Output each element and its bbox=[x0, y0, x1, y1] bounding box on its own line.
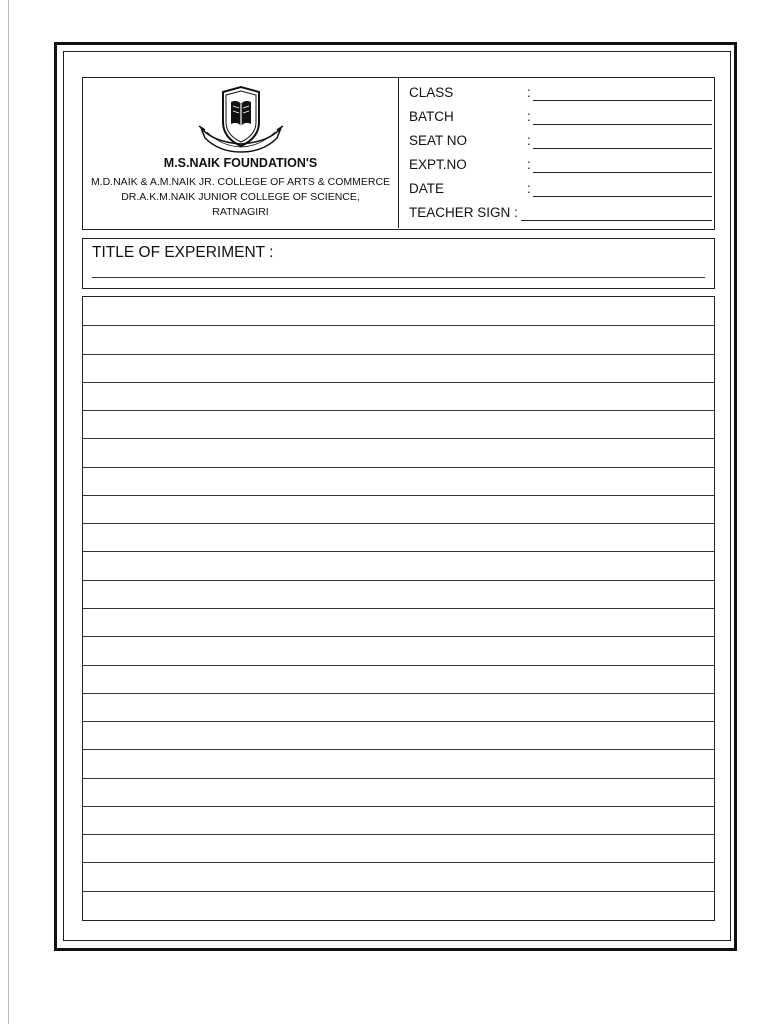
ruled-line bbox=[83, 778, 714, 779]
ruled-writing-area[interactable] bbox=[82, 296, 715, 921]
ruled-line bbox=[83, 410, 714, 411]
class-entry-line[interactable] bbox=[533, 100, 712, 101]
expt-no-field bbox=[409, 153, 714, 175]
field-label: EXPT.NO bbox=[409, 157, 467, 172]
college-city: RATNAGIRI bbox=[212, 206, 269, 218]
field-label: SEAT NO bbox=[409, 133, 468, 148]
ruled-line bbox=[83, 806, 714, 807]
teacher-sign-field bbox=[409, 201, 714, 223]
field-colon: : bbox=[527, 133, 531, 148]
field-label: BATCH bbox=[409, 109, 454, 124]
ruled-line bbox=[83, 325, 714, 326]
batch-entry-line[interactable] bbox=[533, 124, 712, 125]
experiment-title-box bbox=[82, 238, 715, 289]
ruled-line bbox=[83, 495, 714, 496]
ruled-line bbox=[83, 891, 714, 892]
teacher-sign-entry-line[interactable] bbox=[521, 220, 712, 221]
ruled-line bbox=[83, 580, 714, 581]
experiment-title-label: TITLE OF EXPERIMENT : bbox=[92, 244, 274, 261]
institution-block bbox=[83, 78, 399, 228]
ruled-line bbox=[83, 551, 714, 552]
college-name-line-2: DR.A.K.M.NAIK JUNIOR COLLEGE OF SCIENCE, bbox=[121, 191, 360, 203]
school-crest-book-icon bbox=[193, 84, 289, 158]
foundation-name: M.S.NAIK FOUNDATION'S bbox=[163, 156, 318, 170]
ruled-line bbox=[83, 665, 714, 666]
field-colon: : bbox=[527, 181, 531, 196]
header-box bbox=[82, 77, 715, 230]
ruled-line bbox=[83, 693, 714, 694]
college-name-line-1: M.D.NAIK & A.M.NAIK JR. COLLEGE OF ARTS & COMMERCE bbox=[90, 176, 391, 188]
ruled-line bbox=[83, 749, 714, 750]
field-colon: : bbox=[527, 109, 531, 124]
batch-field bbox=[409, 105, 714, 127]
field-colon: : bbox=[527, 157, 531, 172]
ruled-line bbox=[83, 636, 714, 637]
field-label: TEACHER SIGN : bbox=[409, 205, 518, 220]
date-entry-line[interactable] bbox=[533, 196, 712, 197]
student-details-fields bbox=[401, 78, 714, 228]
ruled-line bbox=[83, 608, 714, 609]
field-label: CLASS bbox=[409, 85, 454, 100]
field-label: DATE bbox=[409, 181, 445, 196]
ruled-line bbox=[83, 354, 714, 355]
experiment-title-entry-line[interactable] bbox=[92, 277, 705, 278]
class-field bbox=[409, 81, 714, 103]
ruled-line bbox=[83, 862, 714, 863]
ruled-line bbox=[83, 834, 714, 835]
date-field bbox=[409, 177, 714, 199]
ruled-line bbox=[83, 467, 714, 468]
scan-edge-mark bbox=[8, 0, 9, 1024]
ruled-line bbox=[83, 438, 714, 439]
seat-no-field bbox=[409, 129, 714, 151]
seat-no-entry-line[interactable] bbox=[533, 148, 712, 149]
ruled-line bbox=[83, 382, 714, 383]
ruled-line bbox=[83, 523, 714, 524]
ruled-line bbox=[83, 721, 714, 722]
field-colon: : bbox=[527, 85, 531, 100]
expt-no-entry-line[interactable] bbox=[533, 172, 712, 173]
